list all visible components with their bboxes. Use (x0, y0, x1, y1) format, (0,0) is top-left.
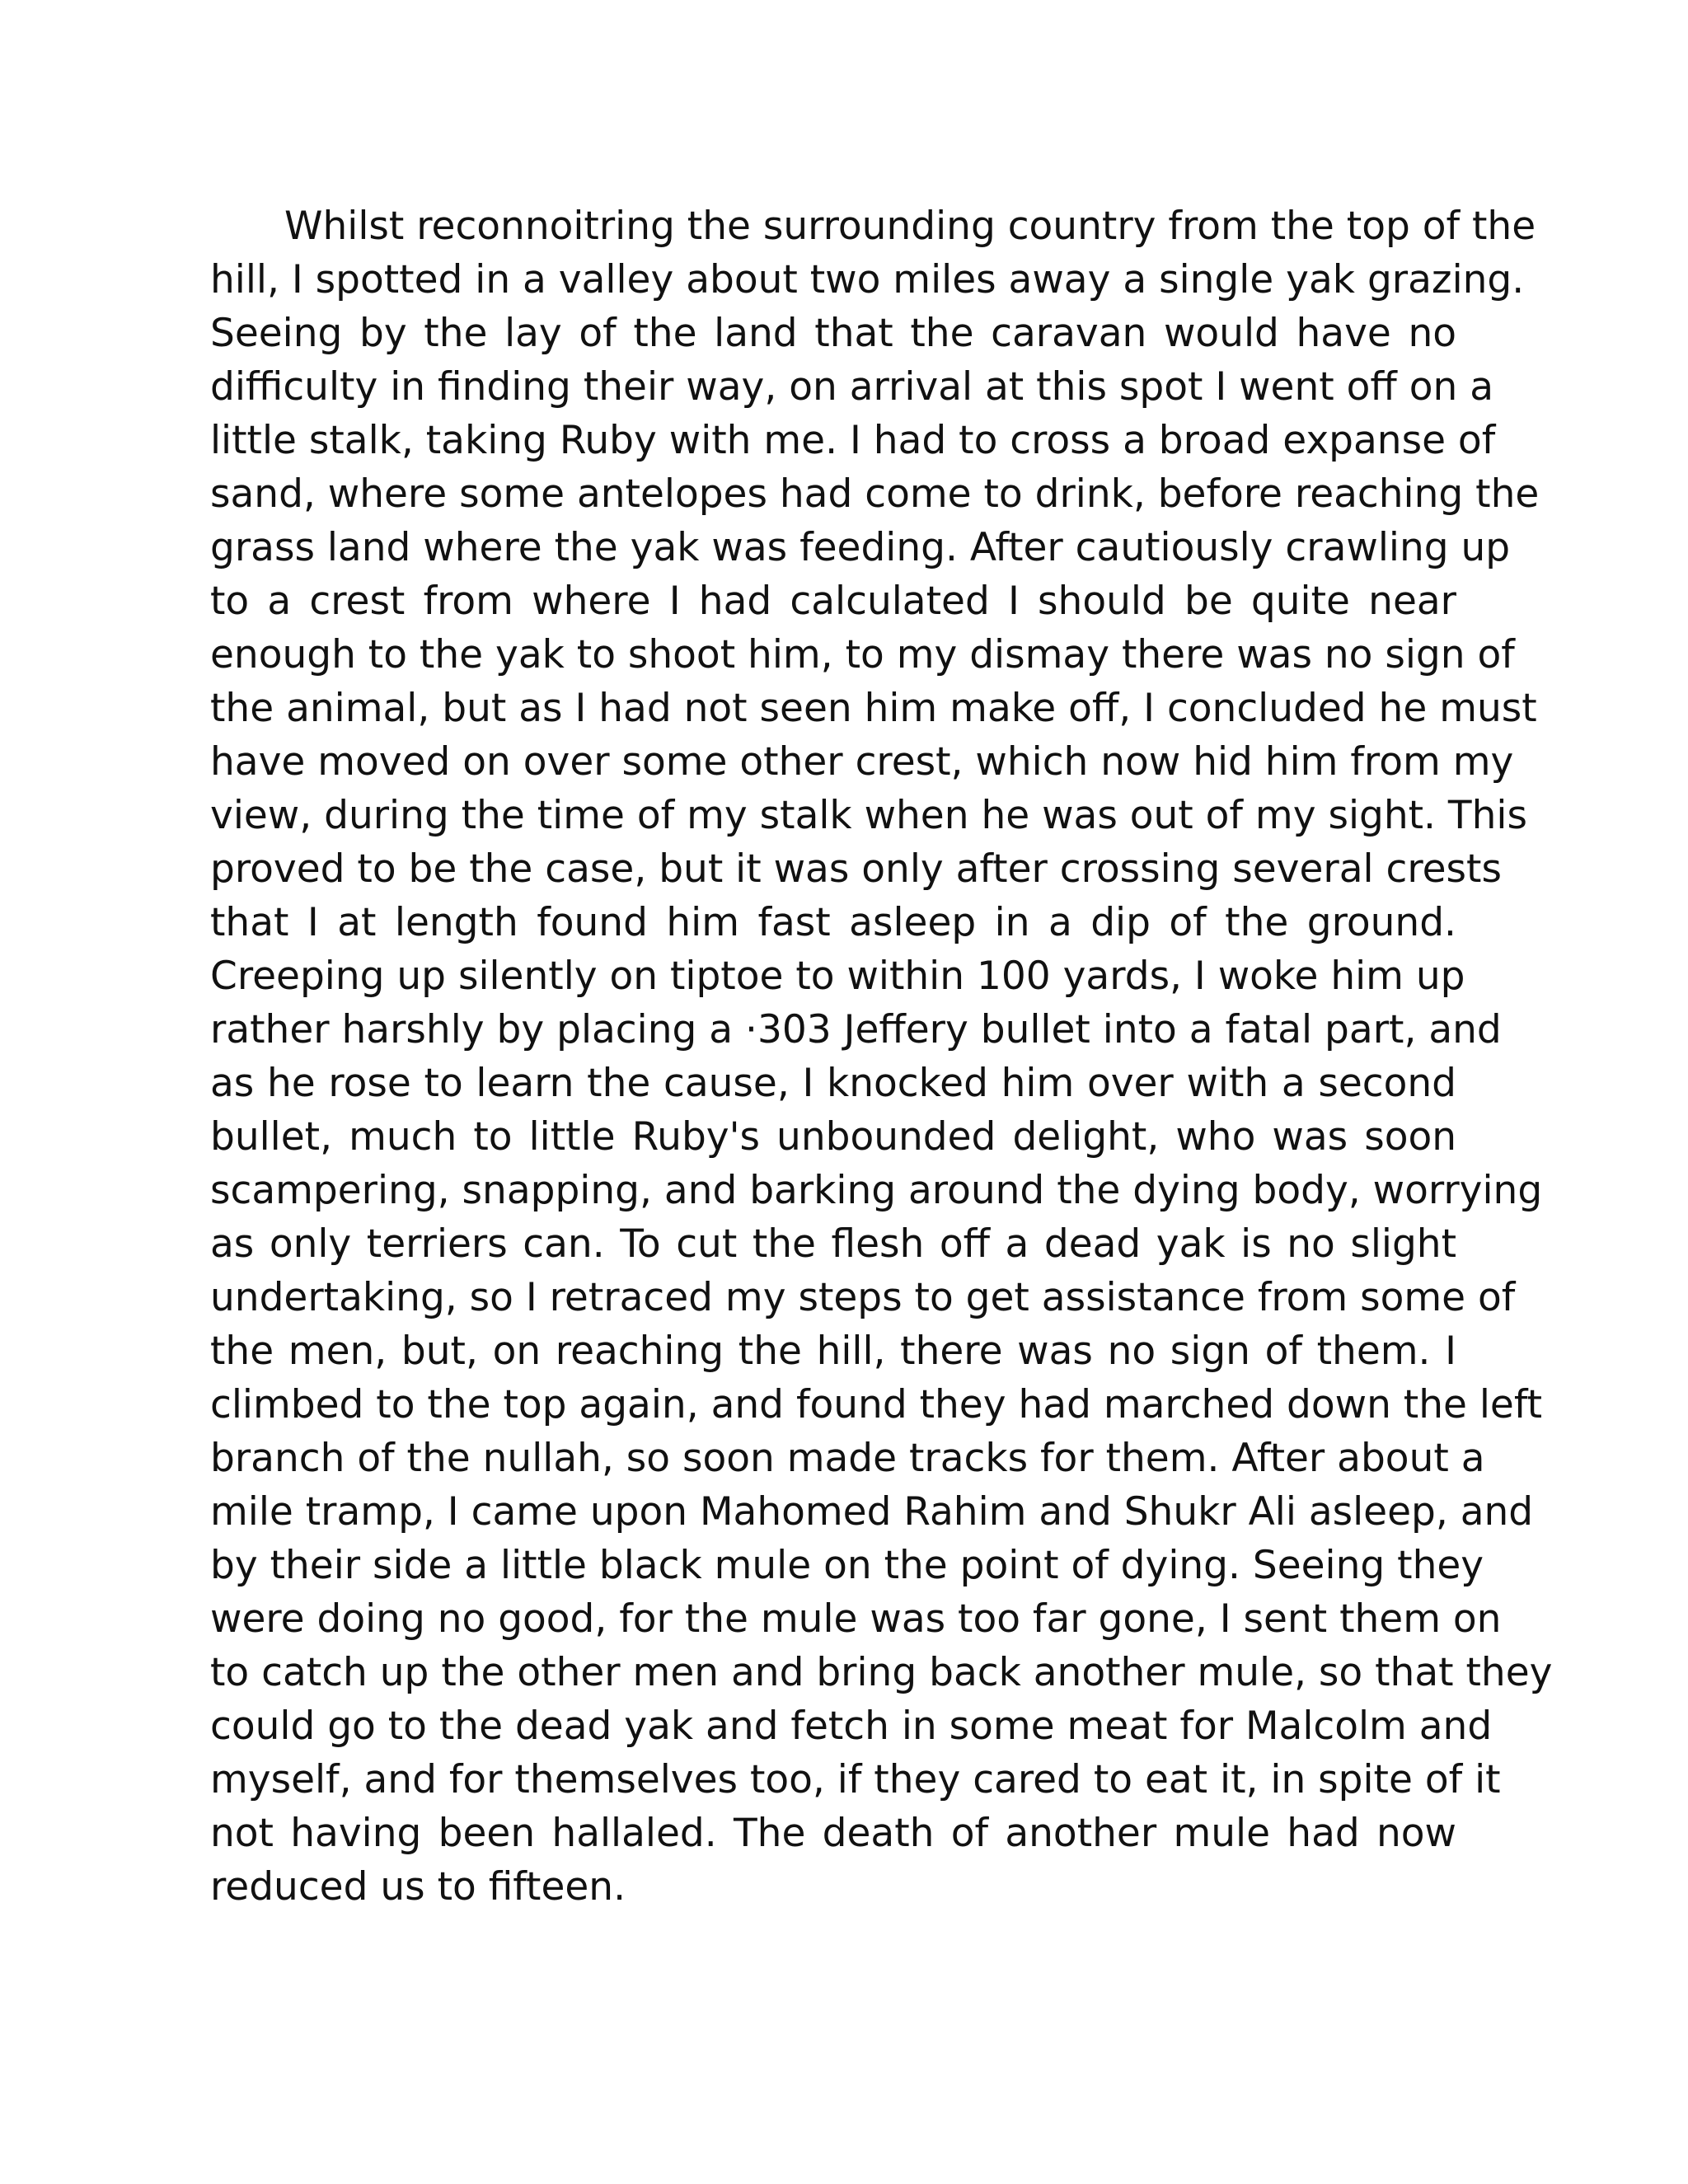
paragraph-line: little stalk, taking Ruby with me. I had to cross a broad expanse of (210, 418, 1496, 463)
paragraph-line: as only terriers can. To cut the flesh off a dead yak is no slight (210, 1221, 1456, 1267)
paragraph-line: Seeing by the lay of the land that the caravan would have no (210, 311, 1456, 356)
paragraph-line: could go to the dead yak and fetch in some meat for Malcolm and (210, 1704, 1493, 1749)
paragraph-line: enough to the yak to shoot him, to my dismay there was no sign of (210, 632, 1515, 677)
paragraph-line: branch of the nullah, so soon made tracks for them. After about a (210, 1436, 1485, 1481)
paragraph-line: rather harshly by placing a ·303 Jeffery bullet into a fatal part, and (210, 1007, 1502, 1052)
paragraph-line: hill, I spotted in a valley about two miles away a single yak grazing. (210, 257, 1525, 302)
paragraph-line: undertaking, so I retraced my steps to get assistance from some of (210, 1275, 1516, 1320)
paragraph-line: by their side a little black mule on the point of dying. Seeing they (210, 1543, 1484, 1588)
paragraph-line: were doing no good, for the mule was too far gone, I sent them on (210, 1596, 1502, 1642)
paragraph-line: myself, and for themselves too, if they cared to eat it, in spite of it (210, 1757, 1501, 1802)
paragraph-line: scampering, snapping, and barking around the dying body, worrying (210, 1168, 1543, 1213)
paragraph-line: difficulty in finding their way, on arrival at this spot I went off on a (210, 364, 1493, 410)
paragraph-line: Whilst reconnoitring the surrounding country from the top of the (284, 204, 1536, 249)
paragraph-line: to a crest from where I had calculated I should be quite near (210, 579, 1456, 624)
paragraph-line: grass land where the yak was feeding. After cautiously crawling up (210, 525, 1511, 570)
paragraph-line: view, during the time of my stalk when he was out of my sight. This (210, 793, 1527, 838)
body-paragraph (210, 199, 1553, 1914)
paragraph-line: that I at length found him fast asleep in a dip of the ground. (210, 900, 1456, 945)
paragraph-line: proved to be the case, but it was only after crossing several crests (210, 846, 1502, 892)
paragraph-line: the men, but, on reaching the hill, there was no sign of them. I (210, 1329, 1456, 1374)
paragraph-line: not having been hallaled. The death of another mule had now (210, 1811, 1456, 1856)
paragraph-line: the animal, but as I had not seen him make off, I concluded he must (210, 686, 1537, 731)
paragraph-line: reduced us to fifteen. (210, 1864, 626, 1910)
paragraph-line: as he rose to learn the cause, I knocked him over with a second (210, 1061, 1456, 1106)
paragraph-line: sand, where some antelopes had come to drink, before reaching the (210, 471, 1540, 517)
paragraph-line: bullet, much to little Ruby's unbounded delight, who was soon (210, 1114, 1456, 1160)
paragraph-line: have moved on over some other crest, which now hid him from my (210, 739, 1514, 785)
paragraph-line: Creeping up silently on tiptoe to within 100 yards, I woke him up (210, 954, 1465, 999)
paragraph-line: to catch up the other men and bring back another mule, so that they (210, 1650, 1553, 1695)
paragraph-line: climbed to the top again, and found they had marched down the left (210, 1382, 1542, 1427)
paragraph-line: mile tramp, I came upon Mahomed Rahim and Shukr Ali asleep, and (210, 1489, 1534, 1535)
